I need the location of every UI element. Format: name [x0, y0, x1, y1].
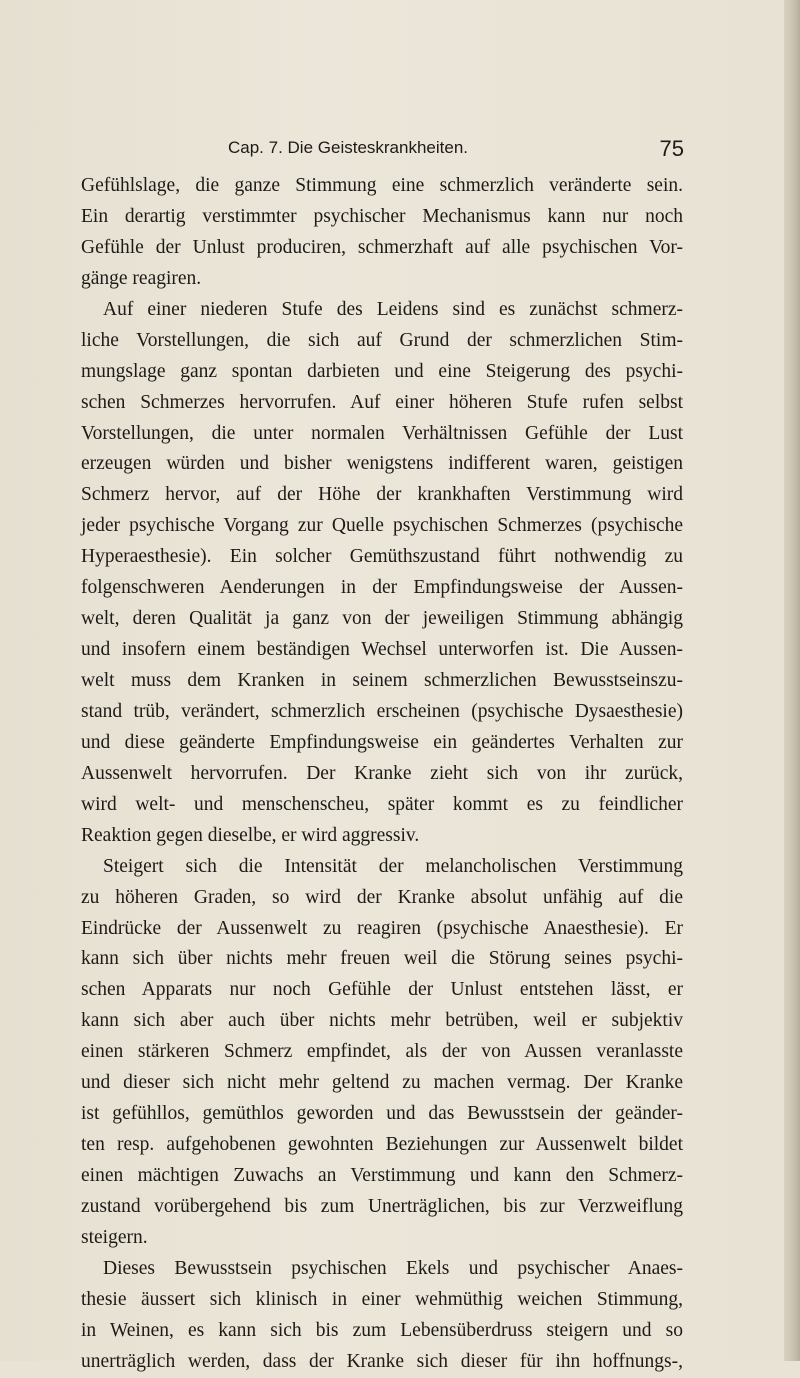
text-line: Auf einer niederen Stufe des Leidens sind es zunächst schmerz-	[103, 298, 683, 320]
body-text	[81, 171, 683, 1378]
text-line: Dieses Bewusstsein psychischen Ekels und psychischer Anaes-	[103, 1257, 683, 1279]
text-line: liche Vorstellungen, die sich auf Grund der schmerzlichen Stim-	[81, 329, 683, 351]
text-line: Gefühle der Unlust produciren, schmerzhaft auf alle psychischen Vor-	[81, 236, 683, 258]
text-line: wird welt- und menschenscheu, später kommt es zu feindlicher	[81, 793, 683, 815]
text-line: gänge reagiren.	[81, 267, 202, 289]
text-line: thesie äussert sich klinisch in einer wehmüthig weichen Stimmung,	[81, 1288, 683, 1310]
text-line: folgenschweren Aenderungen in der Empfindungsweise der Aussen-	[81, 577, 683, 599]
text-line: zustand vorübergehend bis zum Unerträglichen, bis zur Verzweiflung	[81, 1195, 683, 1217]
text-line: jeder psychische Vorgang zur Quelle psychischen Schmerzes (psychische	[81, 515, 683, 537]
running-header	[228, 138, 684, 164]
text-line: in Weinen, es kann sich bis zum Lebensüberdruss steigern und so	[81, 1319, 683, 1341]
text-line: einen stärkeren Schmerz empfindet, als der von Aussen veranlasste	[81, 1041, 683, 1063]
text-line: welt muss dem Kranken in seinem schmerzlichen Bewusstseinszu-	[81, 670, 683, 691]
text-line: Ein derartig verstimmter psychischer Mechanismus kann nur noch	[81, 205, 683, 227]
text-line: schen Schmerzes hervorrufen. Auf einer höheren Stufe rufen selbst	[81, 391, 683, 413]
text-line: stand trüb, verändert, schmerzlich erscheinen (psychische Dysaesthesie)	[81, 700, 683, 722]
text-line: zu höheren Graden, so wird der Kranke absolut unfähig auf die	[81, 886, 683, 908]
page-number: 75	[659, 136, 684, 161]
text-line: mungslage ganz spontan darbieten und eine Steigerung des psychi-	[81, 360, 683, 382]
text-line: kann sich über nichts mehr freuen weil die Störung seines psychi-	[81, 948, 683, 970]
text-line: erzeugen würden und bisher wenigstens indifferent waren, geistigen	[81, 453, 683, 475]
text-line: welt, deren Qualität ja ganz von der jeweiligen Stimmung abhängig	[81, 608, 683, 630]
text-line: einen mächtigen Zuwachs an Verstimmung und kann den Schmerz-	[81, 1165, 683, 1186]
text-line: Vorstellungen, die unter normalen Verhältnissen Gefühle der Lust	[81, 422, 683, 444]
text-line: schen Apparats nur noch Gefühle der Unlust entstehen lässt, er	[81, 979, 683, 1001]
text-line: Hyperaesthesie). Ein solcher Gemüthszustand führt nothwendig zu	[81, 546, 683, 568]
chapter-title: Cap. 7. Die Geisteskrankheiten.	[228, 138, 469, 157]
text-line: ten resp. aufgehobenen gewohnten Beziehungen zur Aussenwelt bildet	[81, 1134, 683, 1156]
text-line: Reaktion gegen dieselbe, er wird aggressiv.	[81, 824, 420, 846]
text-line: Aussenwelt hervorrufen. Der Kranke zieht sich von ihr zurück,	[81, 762, 683, 784]
text-line: ist gefühllos, gemüthlos geworden und das Bewusstsein der geänder-	[81, 1103, 683, 1125]
text-line: Eindrücke der Aussenwelt zu reagiren (psychische Anaesthesie). Er	[81, 917, 683, 939]
text-line: und dieser sich nicht mehr geltend zu machen vermag. Der Kranke	[81, 1072, 683, 1094]
text-line: und diese geänderte Empfindungsweise ein geändertes Verhalten zur	[81, 731, 683, 753]
text-line: Steigert sich die Intensität der melancholischen Verstimmung	[103, 855, 683, 877]
text-line: unerträglich werden, dass der Kranke sich dieser für ihn hoffnungs-,	[81, 1350, 683, 1372]
text-line: kann sich aber auch über nichts mehr betrüben, weil er subjektiv	[81, 1010, 683, 1032]
text-line: Schmerz hervor, auf der Höhe der krankhaften Verstimmung wird	[81, 484, 683, 506]
page-edge	[784, 0, 800, 1361]
text-line: und insofern einem beständigen Wechsel unterworfen ist. Die Aussen-	[81, 639, 683, 661]
text-line: Gefühlslage, die ganze Stimmung eine schmerzlich veränderte sein.	[81, 175, 683, 196]
text-line: steigern.	[81, 1226, 148, 1248]
